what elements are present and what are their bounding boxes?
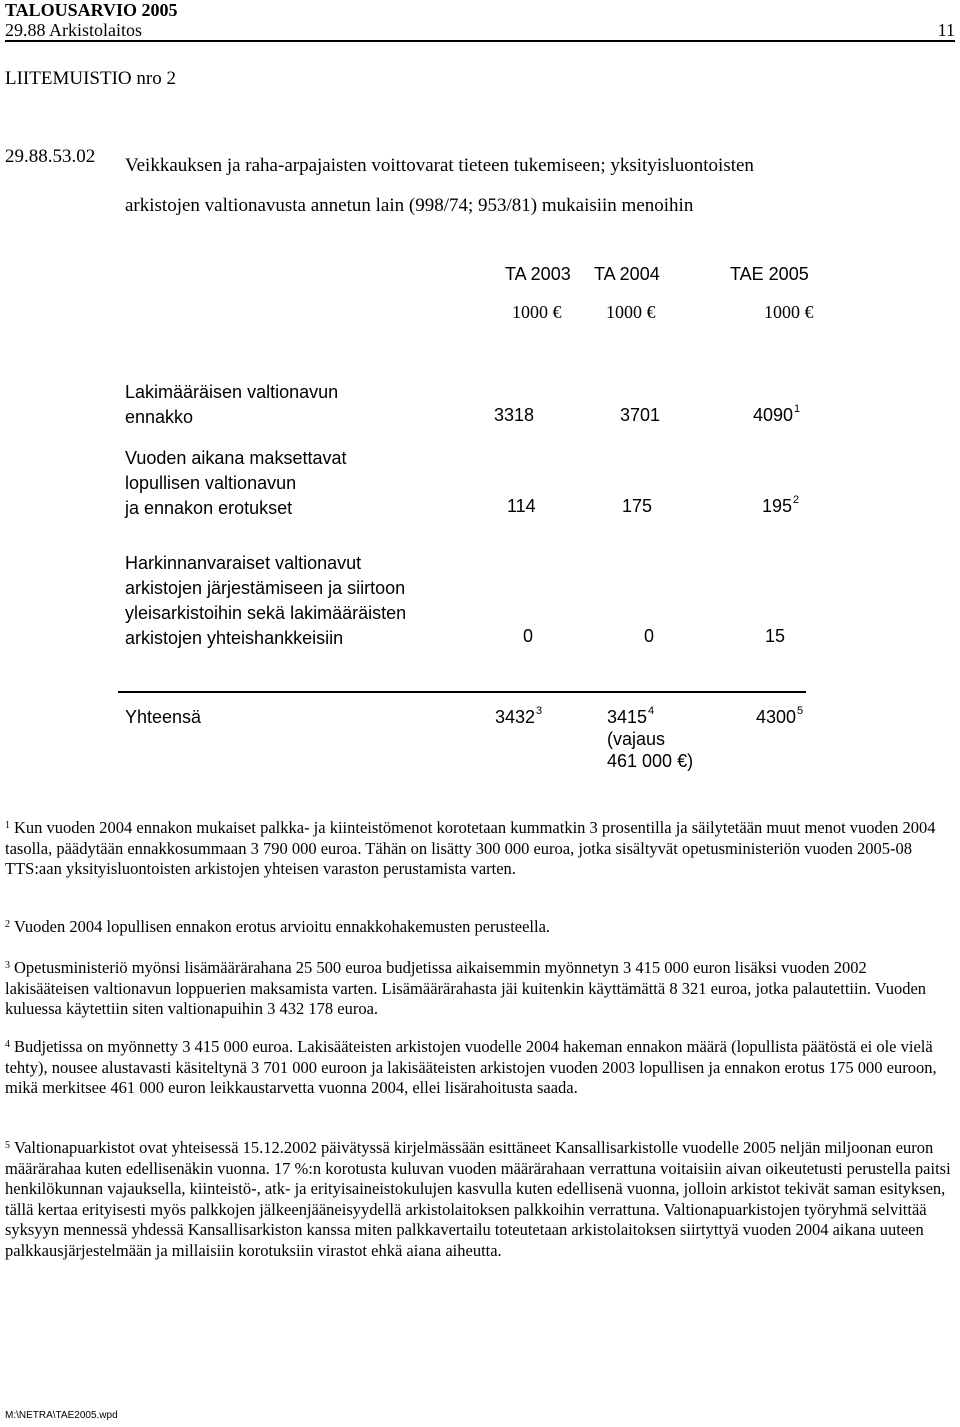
cell-value: 0: [523, 626, 534, 646]
column-unit: 1000 €: [606, 302, 656, 322]
row-label-line: ja ennakon erotukset: [125, 498, 293, 518]
total-rule: [118, 691, 806, 693]
column-unit: 1000 €: [512, 302, 562, 322]
row-label-line: lopullisen valtionavun: [125, 473, 297, 493]
total-note: (vajaus: [607, 729, 666, 749]
footnote-mark: 5: [5, 1140, 10, 1151]
total-note: 461 000 €): [607, 751, 694, 771]
footnote-ref: 3: [536, 705, 543, 717]
footnote-text: Kun vuoden 2004 ennakon mukaiset palkka- ja kiinteistömenot korotetaan kummatkin 3 prosentilla ja säilytetään muut menot vuoden 2004 tasolla, päädytään ennakkosummaan 3 790 000 euroa. Tähän on lisätty 300 000 euroa, jotka sisältyvät opetusministeriön vuoden 2005-08 TTS:aan yksityisluontoisten arkistojen yhteisen varaston perustamista varten.: [5, 818, 936, 878]
document-title: TALOUSARVIO 2005: [5, 0, 178, 20]
row-label-line: Harkinnanvaraiset valtionavut: [125, 553, 362, 573]
row-label-line: Lakimääräisen valtionavun: [125, 382, 339, 402]
row-label: [125, 446, 485, 521]
column-header: TA 2003: [505, 264, 571, 284]
total-value: 3432$^3$: [495, 705, 543, 727]
total-value: 3415$^4$: [607, 705, 655, 727]
footnote-ref: 1: [794, 403, 801, 415]
page-number: 11: [937, 20, 955, 40]
cell-value: 3701: [620, 405, 661, 425]
total-value: 4300$^5$: [756, 705, 804, 727]
footnote-text: Opetusministeriö myönsi lisämäärärahana 25 500 euroa budjetissa aikaisemmin myönnetyn 3 415 000 euron lisäksi vuoden 2002 lakisääteisen valtionavun loppuerien maksamista varten. Lisämäärärahasta jäi kuitenkin käyttämättä 8 321 euroa, jotka palautettiin. Vuoden kuluessa käytettiin siten valtionapuihin 3 432 178 euroa.: [5, 958, 927, 1018]
moment-code: 29.88.53.02: [5, 146, 96, 167]
row-label-line: arkistojen järjestämiseen ja siirtoon: [125, 578, 406, 598]
footnote-ref: 5: [797, 705, 804, 717]
footnote-ref: 2: [793, 494, 800, 506]
header-rule: [5, 40, 955, 42]
footnote-text: Budjetissa on myönnetty 3 415 000 euroa. Lakisääteisten arkistojen vuodelle 2004 hakeman ennakon määrä (lopullista päätöstä ei ole vielä tehty), nousee alustavasti käsiteltynä 3 701 000 euroon ja lakisääteisten arkistojen vuoden 2003 lopullisen ja ennakon erotus 175 000 euroon, mikä merkitsee 461 000 euron leikkaustarvetta vuonna 2004, ellei lisärahoitusta saada.: [5, 1037, 937, 1097]
footnote-ref: 4: [648, 705, 655, 717]
moment-title: [125, 146, 955, 226]
cell-value: 114: [507, 496, 536, 516]
footnote-text: Vuoden 2004 lopullisen ennakon erotus arvioitu ennakkohakemusten perusteella.: [14, 917, 551, 936]
cell-value: 175: [622, 496, 653, 516]
column-header: TA 2004: [594, 264, 660, 284]
total-label: Yhteensä: [125, 707, 202, 727]
appendix-label: LIITEMUISTIO nro 2: [5, 68, 176, 89]
section-name: 29.88 Arkistolaitos: [5, 20, 143, 40]
row-label: [125, 380, 485, 430]
footnote: [5, 1037, 955, 1099]
footnote-text: Valtionapuarkistot ovat yhteisessä 15.12.2002 päivätyssä kirjelmässään esittäneet Kansallisarkistolle vuodelle 2005 neljän miljoonan euron määrärahaa kuten edellisenäkin vuonna. 17 %:n korotusta kuluvan vuoden määrärahaan verrattuna voitaisiin aivan oikeutetusti perustella paitsi henkilökunnan vajauksella, kiinteistö-, atk- ja erityisaineistokulujen kasvulla kuten edellisenä vuonna, jolloin arkistot tekivät saman esityksen, tällä kertaa erityisesti myös palkkojen jälkeenjääneisyydellä arkistolaitoksen palkkoihin verrattuna. Valtionapuarkistojen työryhmä selvittää syksyyn mennessä yhdessä Kansallisarkiston kanssa miten palkkavertailu toteutetaan arkistolaitoksen siirtyttyä vuoden 2004 aikana uuteen palkkausjärjestelmään ja millaisiin korotuksiin virastot ehkä aiana aiheutta.: [5, 1138, 951, 1260]
row-label-line: yleisarkistoihin sekä lakimääräisten: [125, 603, 407, 623]
footnote: [5, 917, 955, 938]
cell-value: 15: [765, 626, 786, 646]
moment-title-line: arkistojen valtionavusta annetun lain (998/74; 953/81) mukaisiin menoihin: [125, 195, 694, 216]
cell-value: $195^2$: [762, 494, 800, 516]
row-label: [125, 551, 485, 651]
footnote: [5, 818, 955, 880]
footnote-mark: 1: [5, 820, 10, 831]
file-path: M:\NETRA\TAE2005.wpd: [5, 1410, 118, 1421]
cell-value: 0: [644, 626, 655, 646]
cell-value: 3318: [494, 405, 535, 425]
footnote-mark: 3: [5, 960, 10, 971]
row-label-line: Vuoden aikana maksettavat: [125, 448, 347, 468]
footnote-mark: 2: [5, 919, 10, 930]
column-unit: 1000 €: [764, 302, 814, 322]
moment-title-line: Veikkauksen ja raha-arpajaisten voittovarat tieteen tukemiseen; yksityisluontoisten: [125, 155, 754, 176]
cell-value: 4090$^1$: [753, 403, 801, 425]
footnote-mark: 4: [5, 1039, 10, 1050]
row-label-line: ennakko: [125, 407, 194, 427]
footnote: [5, 1138, 955, 1261]
row-label-line: arkistojen yhteishankkeisiin: [125, 628, 344, 648]
footnote: [5, 958, 955, 1020]
column-header: TAE 2005: [730, 264, 809, 284]
